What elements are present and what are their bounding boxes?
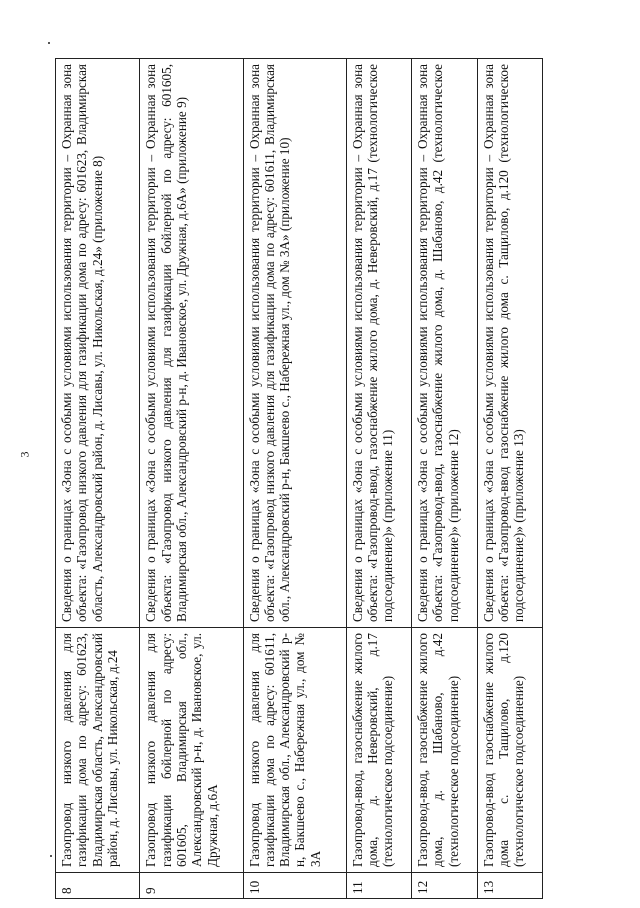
object-name: Газопровод низкого давления для газификации дома по адресу: 601623, Владимирская область, Александровский район, д. Лисавы, ул. Никольская, д.24 xyxy=(56,628,140,873)
object-name: Газопровод низкого давления для газификации бойлерной по адресу: 601605, Владимирская обл., Александровский р-н, д. Ивановское, ул. Дружная, д.6А xyxy=(140,628,243,873)
object-name: Газопровод низкого давления для газификации дома по адресу: 601611, Владимирская обл., Александровский р-н, Бакшеево с., Набережная ул., дом № 3А xyxy=(243,628,346,873)
table-row xyxy=(346,59,411,899)
zone-info: Сведения о границах «Зона с особыми условиями использования территории – Охранная зона объекта: «Газопровод-ввод газоснабжение жилого дома с. Тащилово, д.120 (технологическое подсоединение)» (приложение 13) xyxy=(477,59,542,628)
row-number: 11 xyxy=(346,873,411,899)
zones-table xyxy=(55,58,543,899)
zone-info: Сведения о границах «Зона с особыми условиями использования территории – Охранная зона объекта: «Газопровод низкого давления для газификации дома по адресу: 601611, Владимирская обл., Александровский р-н, Бакшеево с., Набережная ул., дом № 3А» (приложение 10) xyxy=(243,59,346,628)
object-name: Газопровод-ввод, газоснабжение жилого дома, д. Шабаново, д.42 (технологическое подсоединение) xyxy=(412,628,477,873)
table-row xyxy=(56,59,140,899)
rotated-table-area xyxy=(55,59,543,899)
row-number: 8 xyxy=(56,873,140,899)
zone-info: Сведения о границах «Зона с особыми условиями использования территории – Охранная зона объекта: «Газопровод низкого давления для газификации дома по адресу: 601623, Владимирская область, Александровский район, д. Лисавы, ул. Никольская, д.24» (приложение 8) xyxy=(56,59,140,628)
zone-info: Сведения о границах «Зона с особыми условиями использования территории – Охранная зона объекта: «Газопровод низкого давления для газификации бойлерной по адресу: 601605, Владимирская обл., Александровский р-н, д. Ивановское, ул. Дружная, д.6А» (приложение 9) xyxy=(140,59,243,628)
object-name: Газопровод-ввод газоснабжение жилого дома с. Тащилово, д.120 (технологическое подсоединение) xyxy=(477,628,542,873)
table-row xyxy=(477,59,542,899)
table-row xyxy=(140,59,243,899)
zone-info: Сведения о границах «Зона с особыми условиями использования территории – Охранная зона объекта: «Газопровод-ввод, газоснабжение жилого дома, д. Неверовский, д.17 (технологическое подсоединение)» (приложение 11) xyxy=(346,59,411,628)
page-number: 3 xyxy=(17,451,32,458)
zone-info: Сведения о границах «Зона с особыми условиями использования территории – Охранная зона объекта: «Газопровод-ввод, газоснабжение жилого дома, д. Шабаново, д.42 (технологическое подсоединение)» (приложение 12) xyxy=(412,59,477,628)
table-row xyxy=(412,59,477,899)
scan-speck xyxy=(50,855,52,857)
row-number: 10 xyxy=(243,873,346,899)
table-row xyxy=(243,59,346,899)
row-number: 9 xyxy=(140,873,243,899)
row-number: 12 xyxy=(412,873,477,899)
object-name: Газопровод-ввод, газоснабжение жилого дома, д. Неверовский, д.17 (технологическое подсоединение) xyxy=(346,628,411,873)
row-number: 13 xyxy=(477,873,542,899)
scan-speck xyxy=(48,42,50,44)
